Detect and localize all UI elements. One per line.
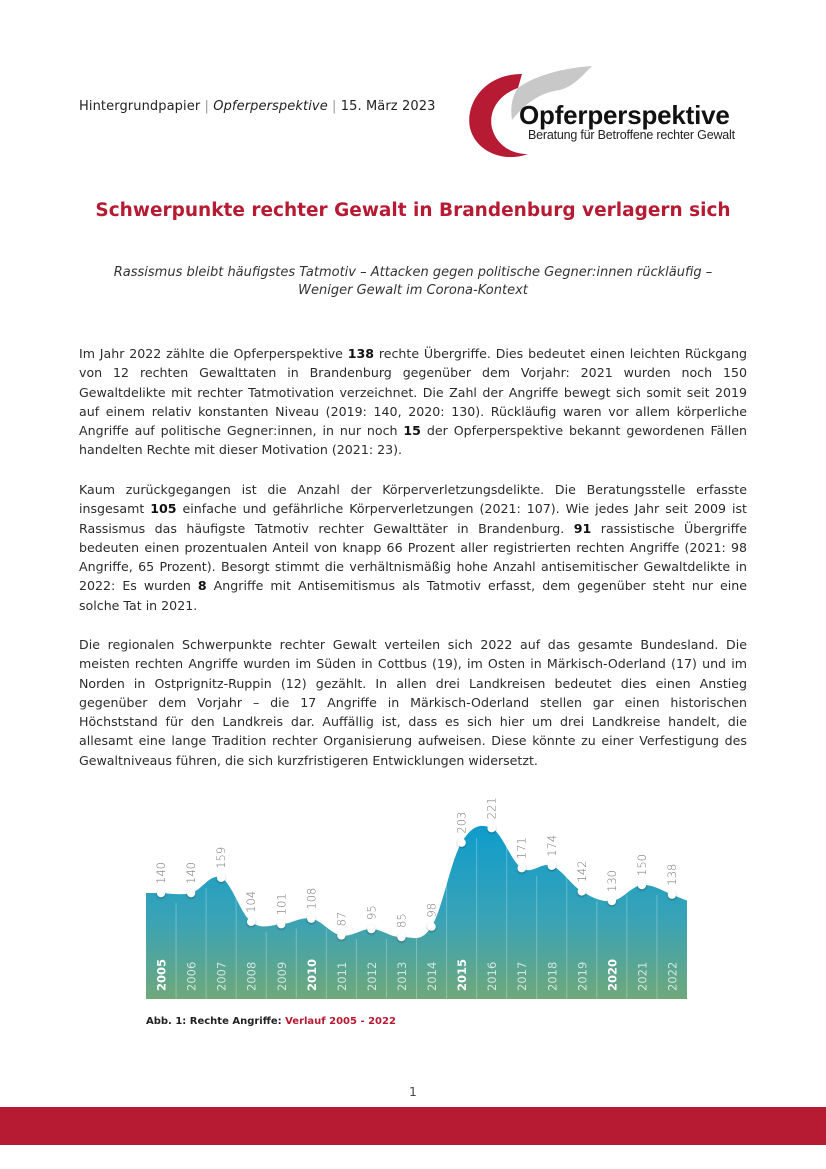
year-label: 2009 [274, 961, 289, 991]
page-number: 1 [409, 1085, 417, 1099]
paragraph-1 [79, 344, 747, 460]
footer-bar [0, 1107, 826, 1145]
paragraph-text: Im Jahr 2022 zählte die Opferperspektive [79, 346, 348, 361]
data-point [487, 824, 495, 832]
value-label: 221 [484, 797, 499, 820]
year-label: 2006 [184, 961, 199, 991]
subtitle-line-2: Weniger Gewalt im Corona-Kontext [298, 283, 528, 298]
paragraph-text: rassistische Übergriffe bedeuten einen prozentualen Anteil von knapp 66 Prozent aller registrierten rechten Angriffe (2021: 98 Angriffe, 65 Prozent). Besorgt stimmt die verhältnismäßig hohe Anzahl antisemitischer Gewaltdelikte in 2022: Es wurden [79, 520, 748, 594]
attacks-area-chart [140, 780, 700, 1010]
value-label: 98 [424, 902, 439, 918]
paragraph-text: Die regionalen Schwerpunkte rechter Gewalt verteilen sich 2022 auf das gesamte Bundesland. Die meisten rechten Angriffe wurden im Süden in Cottbus (19), im Osten in Märkisch-Oderland (17) und im Norden in Ostprignitz-Ruppin (12) gezählt. In allen drei Landkreisen bedeutet dies einen Anstieg gegenüber dem Vorjahr – die 17 Angriffe in Märkisch-Oderland stellen gar einen historischen Höchststand für den Landkreis dar. Auffällig ist, dass es sich hier um drei Landkreise handelt, die allesamt eine lange Tradition rechter Organisierung aufweisen. Diese könnte zu einer Verfestigung des Gewaltniveaus führen, die sich kurzfristigeren Entwicklungen widersetzt. [79, 637, 747, 768]
value-label: 150 [634, 854, 649, 876]
value-label: 174 [544, 834, 559, 857]
paragraph-text: einfache und gefährliche Körperverletzungen (2021: 107). Wie jedes Jahr seit 2009 ist Rassismus das häufigste Tatmotiv rechter Gewalttäter in Brandenburg. [79, 501, 747, 536]
data-point [337, 931, 345, 939]
highlight-number: 8 [197, 578, 207, 594]
data-point [578, 887, 586, 895]
value-label: 171 [514, 837, 529, 860]
highlight-number: 15 [403, 423, 421, 439]
data-point [187, 889, 195, 897]
document-meta-line [79, 99, 435, 114]
value-label: 104 [244, 890, 259, 913]
value-label: 142 [574, 860, 589, 883]
paragraph-text: Kaum zurückgegangen ist die Anzahl der Körperverletzungsdelikte. Die Beratungsstelle erfasste insgesamt [79, 482, 747, 517]
year-label: 2018 [545, 961, 560, 991]
year-label: 2015 [455, 958, 470, 991]
year-label: 2012 [364, 961, 379, 991]
data-point [277, 920, 285, 928]
year-label: 2011 [334, 961, 349, 991]
data-point [608, 897, 616, 905]
value-label: 130 [604, 870, 619, 892]
caption-label: Abb. 1: Rechte Angriffe: [146, 1016, 282, 1027]
logo-name: Opferperspektive [519, 100, 730, 130]
paragraph-3 [79, 635, 747, 770]
data-point [307, 914, 315, 922]
data-point [517, 864, 525, 872]
year-label: 2016 [485, 961, 500, 991]
data-point [397, 933, 405, 941]
page-title: Schwerpunkte rechter Gewalt in Brandenburg verlagern sich [95, 200, 731, 221]
value-label: 203 [454, 811, 469, 834]
logo-tagline: Beratung für Betroffene rechter Gewalt [528, 128, 735, 142]
year-label: 2007 [214, 961, 229, 991]
paragraph-text: der Opferperspektive bekannt gewordenen Fällen handelten Rechte mit dieser Motivation (2021: 23). [79, 423, 747, 458]
year-label: 2022 [665, 961, 680, 991]
value-label: 95 [364, 905, 379, 920]
value-label: 85 [394, 913, 409, 928]
subtitle [80, 264, 746, 300]
value-label: 87 [334, 911, 349, 927]
figure-caption [146, 1016, 396, 1027]
data-point [247, 918, 255, 926]
year-label: 2010 [304, 958, 319, 991]
year-label: 2020 [605, 958, 620, 991]
year-label: 2021 [635, 961, 650, 991]
value-label: 140 [184, 862, 199, 884]
paragraph-text: Angriffe mit Antisemitismus als Tatmotiv erfasst, dem gegenüber steht nur eine solche Tat in 2021. [79, 578, 747, 613]
caption-highlight: Verlauf 2005 - 2022 [285, 1016, 396, 1027]
year-label: 2019 [575, 961, 590, 991]
data-point [367, 925, 375, 933]
publication-date: 15. März 2023 [340, 99, 436, 114]
data-point [427, 922, 435, 930]
data-point [548, 862, 556, 870]
data-point [638, 881, 646, 889]
paragraph-text: rechte Übergriffe. Dies bedeutet einen leichten Rückgang von 12 rechten Gewalttaten in Brandenburg gegenüber dem Vorjahr: 2021 wurden noch 150 Gewaltdelikte mit rechter Tatmotivation verzeichnet. Die Zahl der Angriffe bewegt sich somit seit 2019 auf einem relativ konstanten Niveau (2019: 140, 2020: 130). Rückläufig waren vor allem körperliche Angriffe auf politische Gegner:innen, in nur noch [79, 346, 747, 439]
subtitle-line-1: Rassismus bleibt häufigstes Tatmotiv – Attacken gegen politische Gegner:innen rückläufig – [113, 265, 713, 280]
separator: | [204, 99, 210, 114]
organization: Opferperspektive [213, 99, 328, 114]
value-label: 140 [154, 862, 169, 884]
paragraph-2 [79, 480, 747, 615]
value-label: 159 [214, 846, 229, 869]
data-point [457, 838, 465, 846]
data-point [157, 889, 165, 897]
value-label: 138 [664, 863, 679, 886]
highlight-number: 105 [150, 501, 177, 517]
value-label: 101 [274, 893, 289, 916]
year-label: 2013 [394, 961, 409, 991]
year-label: 2005 [154, 958, 169, 991]
data-point [668, 890, 676, 898]
highlight-number: 138 [347, 346, 375, 361]
year-label: 2008 [244, 961, 259, 991]
value-label: 108 [304, 887, 319, 910]
separator: | [332, 99, 337, 114]
data-point [217, 874, 225, 882]
year-label: 2014 [425, 961, 440, 991]
highlight-number: 91 [573, 520, 592, 536]
doc-type: Hintergrundpapier [79, 99, 201, 114]
year-label: 2017 [515, 961, 530, 991]
